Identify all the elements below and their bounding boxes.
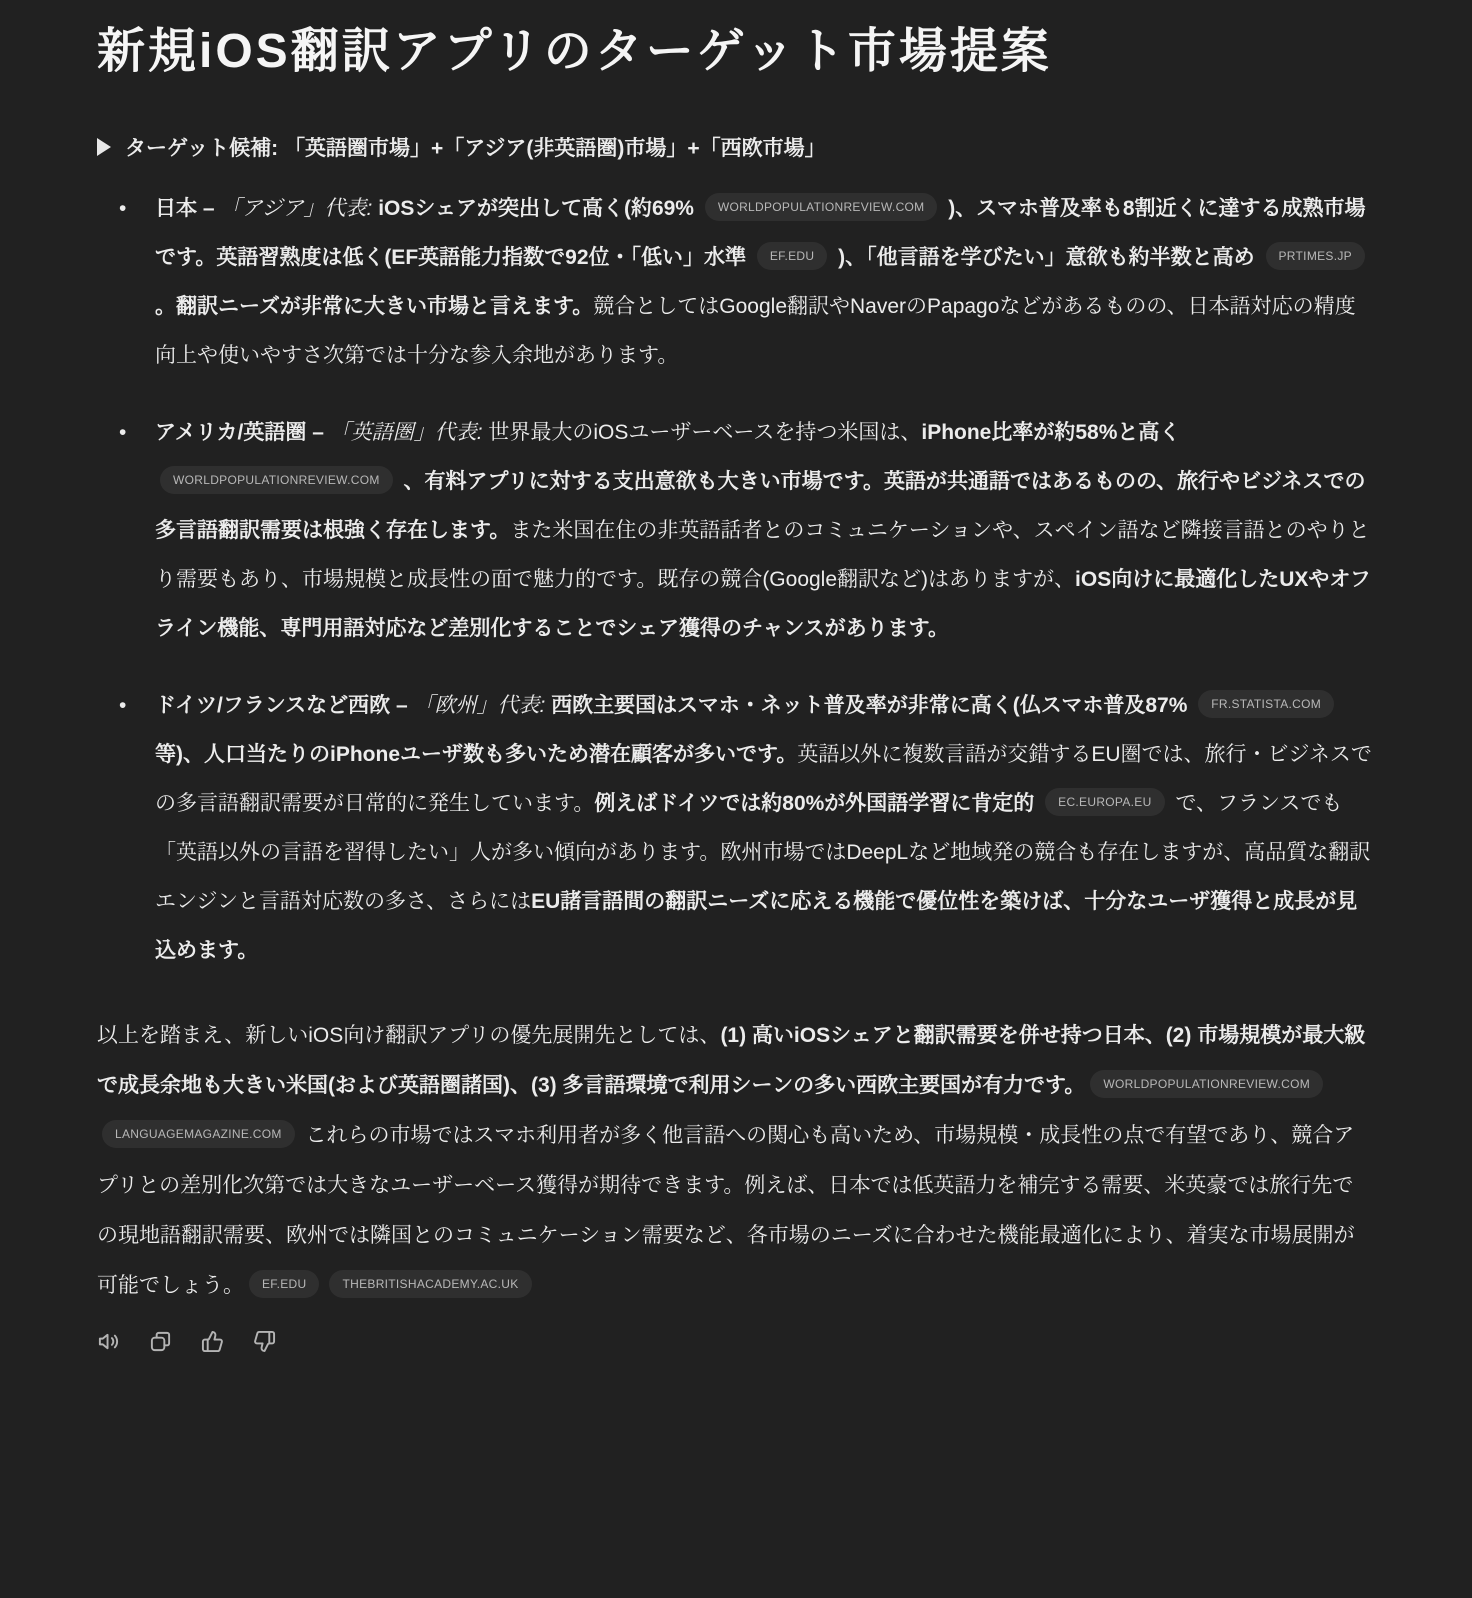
citation-pill[interactable]: PRTIMES.JP <box>1266 242 1365 270</box>
thumbs-up-icon <box>201 1330 224 1353</box>
text-segment: 西欧主要国はスマホ・ネット普及率が非常に高く(仏スマホ普及87% <box>551 694 1194 717</box>
market-bullet-list <box>97 184 1372 975</box>
thumbs-down-button[interactable] <box>246 1323 282 1359</box>
citation-pill[interactable]: WORLDPOPULATIONREVIEW.COM <box>1090 1070 1323 1098</box>
text-segment: 「アジア」代表: <box>220 197 379 220</box>
thumbs-up-button[interactable] <box>194 1323 230 1359</box>
text-segment: で、フランスでも「英語以外の言語を習得したい」人が多い傾向があります。欧州市場ではDeepLなど地域発の競合も存在しますが、高品質な翻訳エンジンと言語対応数の多さ、さらには <box>155 792 1371 913</box>
speaker-icon <box>97 1330 120 1353</box>
citation-pill[interactable]: EC.EUROPA.EU <box>1045 788 1164 816</box>
citation-pill[interactable]: FR.STATISTA.COM <box>1198 690 1334 718</box>
citation-pill[interactable]: WORLDPOPULATIONREVIEW.COM <box>160 466 393 494</box>
text-segment: iOS向けに最適化したUXやオフライン機能、専門用語対応など差別化することでシェア獲得のチャンスがあります。 <box>155 568 1371 640</box>
text-segment: EU諸言語間の翻訳ニーズに応える機能で優位性を築けば、十分なユーザ獲得と成長が見込めます。 <box>155 890 1358 962</box>
closing-paragraph <box>97 1011 1372 1311</box>
target-summary-row <box>97 132 1372 162</box>
text-segment: iOSシェアが突出して高く(約69% <box>378 197 700 220</box>
text-segment: 、有料アプリに対する支出意欲も大きい市場です。英語が共通語ではあるものの、旅行やビジネスでの多言語翻訳需要は根強く存在します。 <box>155 470 1366 542</box>
text-segment: 日本 – <box>155 197 221 220</box>
text-segment: 英語以外に複数言語が交錯するEU圏では、旅行・ビジネスでの多言語翻訳需要が日常的に発生しています。 <box>155 743 1372 815</box>
citation-pill[interactable]: THEBRITISHACADEMY.AC.UK <box>329 1270 531 1298</box>
page-title: 新規iOS翻訳アプリのターゲット市場提案 <box>97 25 1052 78</box>
text-segment: また米国在住の非英語話者とのコミュニケーションや、スペイン語など隣接言語とのやりとり需要もあり、市場規模と成長性の面で魅力的です。既存の競合(Google翻訳など)はありますが、 <box>155 519 1370 591</box>
text-segment: )、「他言語を学びたい」意欲も約半数と高め <box>832 246 1261 269</box>
text-segment: 例えばドイツでは約80%が外国語学習に肯定的 <box>594 792 1041 815</box>
text-segment: アメリカ/英語圏 – <box>155 421 330 444</box>
thumbs-down-icon <box>253 1330 276 1353</box>
text-segment: 「英語圏」代表: <box>329 421 489 444</box>
message-action-bar <box>90 1323 1372 1359</box>
citation-pill[interactable]: EF.EDU <box>249 1270 319 1298</box>
text-segment: 以上を踏まえ、新しいiOS向け翻訳アプリの優先展開先としては、 <box>97 1024 721 1047</box>
citation-pill[interactable]: WORLDPOPULATIONREVIEW.COM <box>705 193 938 221</box>
text-segment: (1) 高いiOSシェアと翻訳需要を併せ持つ日本、(2) 市場規模が最大級で成長余地も大きい米国(および英語圏諸国)、(3) 多言語環境で利用シーンの多い西欧主要国が有力です。 <box>97 1024 1366 1097</box>
text-segment: ドイツ/フランスなど西欧 – <box>155 694 414 717</box>
text-segment: iPhone比率が約58%と高く <box>921 421 1181 444</box>
text-segment: 世界最大のiOSユーザーベースを持つ米国は、 <box>488 421 922 444</box>
disclosure-triangle-icon[interactable] <box>97 138 111 156</box>
citation-pill[interactable]: LANGUAGEMAGAZINE.COM <box>102 1120 295 1148</box>
citation-pill[interactable]: EF.EDU <box>757 242 827 270</box>
market-bullet-item <box>97 184 1372 380</box>
market-bullet-item <box>97 408 1372 653</box>
summary-text: ターゲット候補: 「英語圏市場」+「アジア(非英語圏)市場」+「西欧市場」 <box>125 137 826 160</box>
text-segment: これらの市場ではスマホ利用者が多く他言語への関心も高いため、市場規模・成長性の点で有望であり、競合アプリとの差別化次第では大きなユーザーベース獲得が期待できます。例えば、日本では低英語力を補完する需要、米英豪では旅行先での現地語翻訳需要、欧州では隣国とのコミュニケーション需要など、各市場のニーズに合わせた機能最適化により、着実な市場展開が可能でしょう。 <box>97 1124 1355 1297</box>
text-segment: 競合としてはGoogle翻訳やNaverのPapagoなどがあるものの、日本語対応の精度向上や使いやすさ次第では十分な参入余地があります。 <box>155 295 1356 367</box>
text-segment: )、スマホ普及率も8割近くに達する成熟市場です。英語習熟度は低く(EF英語能力指数で92位・「低い」水準 <box>155 197 1366 269</box>
read-aloud-button[interactable] <box>90 1323 126 1359</box>
copy-button[interactable] <box>142 1323 178 1359</box>
text-segment: 等)、人口当たりのiPhoneユーザ数も多いため潜在顧客が多いです。 <box>155 743 798 766</box>
market-bullet-item <box>97 681 1372 975</box>
text-segment: 。翻訳ニーズが非常に大きい市場と言えます。 <box>155 295 594 318</box>
text-segment: 「欧州」代表: <box>413 694 552 717</box>
copy-icon <box>149 1330 172 1353</box>
